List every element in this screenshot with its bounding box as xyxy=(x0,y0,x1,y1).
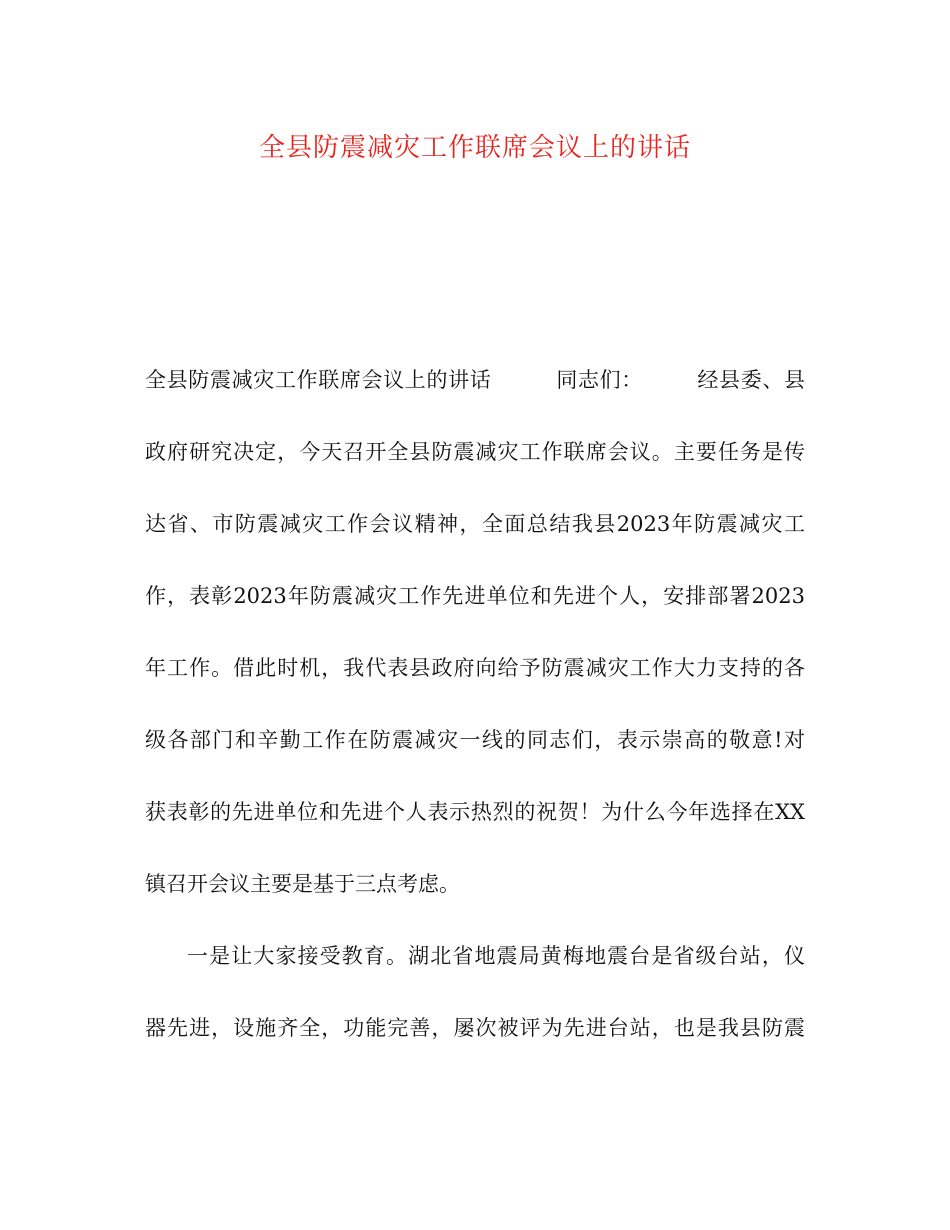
document-title: 全县防震减灾工作联席会议上的讲话 xyxy=(258,133,691,163)
body-line-6: 级各部门和辛勤工作在防震减灾一线的同志们，表示崇高的敬意!对 xyxy=(145,728,805,752)
body-line-2: 政府研究决定，今天召开全县防震减灾工作联席会议。主要任务是传 xyxy=(145,440,805,464)
body-line-8: 镇召开会议主要是基于三点考虑。 xyxy=(145,872,460,896)
body-line-3: 达省、市防震减灾工作会议精神，全面总结我县2023年防震减灾工 xyxy=(145,512,805,536)
body-line-1: 全县防震减灾工作联席会议上的讲话 同志们： 经县委、县 xyxy=(145,368,805,392)
body-line-9: 一是让大家接受教育。湖北省地震局黄梅地震台是省级台站，仪 xyxy=(187,944,805,968)
body-line-4: 作，表彰2023年防震减灾工作先进单位和先进个人，安排部署2023 xyxy=(145,584,805,608)
body-line-10: 器先进，设施齐全，功能完善，屡次被评为先进台站，也是我县防震 xyxy=(145,1016,805,1040)
body-line-5: 年工作。借此时机，我代表县政府向给予防震减灾工作大力支持的各 xyxy=(145,656,805,680)
body-line-7: 获表彰的先进单位和先进个人表示热烈的祝贺！为什么今年选择在XX xyxy=(145,800,805,824)
